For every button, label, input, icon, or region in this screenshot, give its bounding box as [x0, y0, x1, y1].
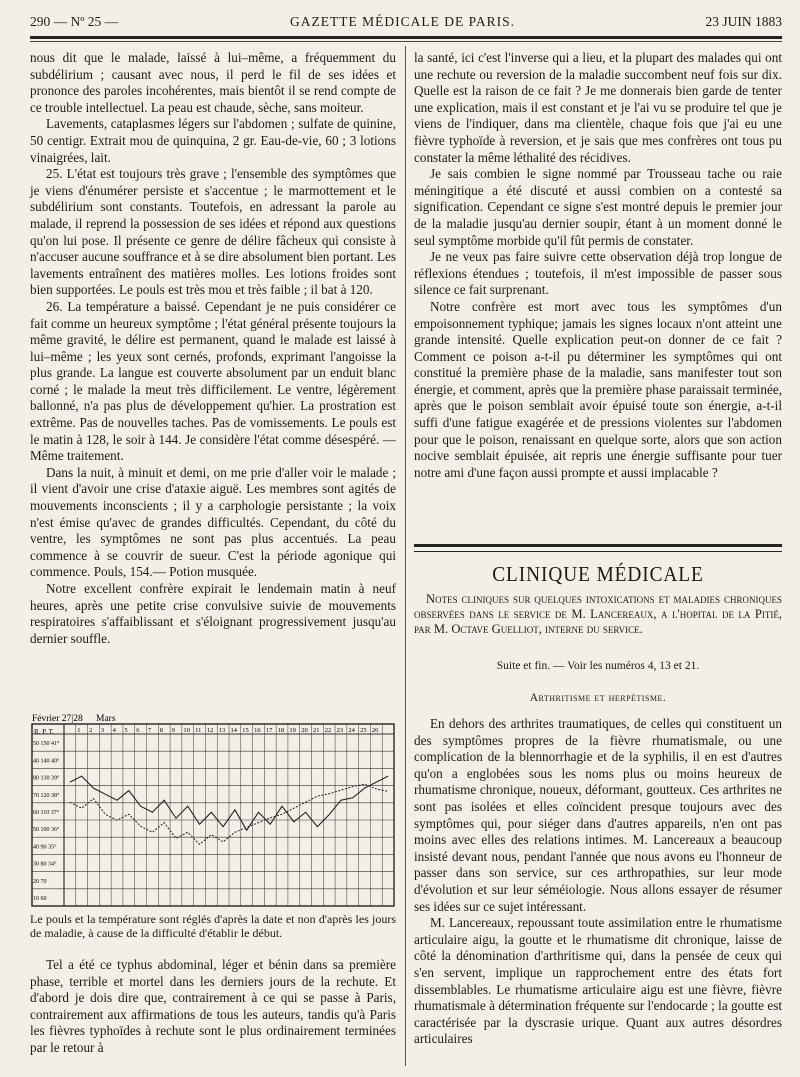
- continuation-note: Suite et fin. — Voir les numéros 4, 13 et 21.: [496, 660, 700, 672]
- chart-y-label: 30 80 34°: [33, 861, 57, 868]
- paragraph: Notre confrère est mort avec tous les symptômes d'un empoisonnement typhique; jamais les signes locaux n'ont atteint une grande intensité. Quelle explication peut-on donner de ce fait ? Comment ce poison a-t-il pu déterminer les symptômes qui ont constitué la première phase de la maladie, sans manifester tout son énergie, et comment, après que la première phase paraissait terminée, après que le poison semblait avoir épuisé toute son énergie, a-t-il suffi d'une fatigue exagérée et de pressions violentes sur l'abdomen pour que le poison, renaissant en quelque sorte, alors que son action nocive semblait épuisée, ait repris une énergie suffisante pour tuer notre ami d'une façon aussi prompte et aussi implacable ?: [414, 298, 782, 480]
- temperature-chart: [30, 712, 396, 908]
- chart-day-label: 26: [371, 727, 379, 734]
- page-number: 290 — Nº 25 —: [30, 14, 119, 29]
- section-title: CLINIQUE MÉDICALE: [492, 562, 704, 586]
- left-column-continued: [30, 957, 396, 1057]
- chart-day-label: 7: [148, 727, 152, 734]
- issue-date: 23 JUIN 1883: [705, 14, 782, 29]
- paragraph: 25. L'état est toujours très grave ; l'ensemble des symptômes que je viens d'énumérer persiste et s'accentue ; le marmottement et le subdélirium sont constants. Toutefois, en adressant la parole au malade, il reprend la possession de ses idées et répond aux questions qu'on lui pose. Il présente ce genre de délire fâcheux qui consiste à n'accuser aucune souffrance et à se dire absolument bien portant. Les lavements entraînent des matières molles. Les lotions froides sont bien supportées. Le pouls est très mou et très faible ; il bat à 120.: [30, 166, 396, 298]
- chart-day-label: 23: [336, 727, 344, 734]
- chart-y-label: 10 60: [33, 895, 47, 902]
- paragraph: Dans la nuit, à minuit et demi, on me prie d'aller voir le malade ; il vient d'avoir une crise d'ataxie aiguë. Les membres sont agités de mouvements inconscients ; il y a carphologie persistante ; la voix n'est émise qu'avec de grandes difficultés. Cependant, du côté du ventre, les symptômes ne sont pas plus accentués. La peau commence à se couvrir de sueur. C'est la période agonique qui commence. Pouls, 154.— Potion musquée.: [30, 464, 396, 580]
- chart-day-label: 18: [277, 727, 285, 734]
- journal-title: GAZETTE MÉDICALE DE PARIS.: [290, 14, 515, 29]
- column-divider: [405, 46, 406, 1066]
- chart-y-label: 20 70: [33, 878, 47, 885]
- chart-y-label: 60 110 37°: [33, 809, 60, 816]
- chart-y-labels: [33, 740, 60, 902]
- chart-day-label: 2: [89, 727, 93, 734]
- left-column: [30, 50, 396, 647]
- chart-day-label: 20: [301, 727, 308, 734]
- paragraph: M. Lancereaux, repoussant toute assimilation entre le rhumatisme articulaire aigu, la goutte et le rhumatisme dit chronique, laisse de côté la dénomination d'arthritisme qui, dans la pensée de ceux qui s'en servent, implique un rapprochement entre des états fort dissemblables. Le rhumatisme articulaire aigu est une fièvre, fièvre rhumatismale à détermination fréquente sur l'endocarde ; la goutte est caractérisée par la dyscrasie urique. Quant aux autres désordres articulaires: [414, 915, 782, 1047]
- chart-day-label: 15: [242, 727, 249, 734]
- chart-day-label: 5: [124, 727, 128, 734]
- header-rule: [30, 36, 782, 39]
- paragraph: la santé, ici c'est l'inverse qui a lieu, et la plupart des malades qui ont une rechute ou reversion de la maladie succombent neuf fois sur dix. Quelle est la raison de ce fait ? Je me donnerais bien garde de tenter une explication, mais il est constant et je l'ai vu se produire tel que je viens de l'indiquer, dans ma clientèle, chaque fois que j'ai eu une fièvre typhoïde à reversion, et je sais que mes confrères ont tous pu constater la même léthalité des récidives.: [414, 50, 782, 165]
- chart-day-label: 11: [195, 727, 202, 734]
- chart-day-label: 3: [100, 727, 105, 734]
- page-header: [30, 14, 782, 34]
- article-byline: [414, 592, 782, 637]
- chart-day-label: 8: [159, 727, 164, 734]
- paragraph: Je ne veux pas faire suivre cette observation déjà trop longue de réflexions étendues ; toutefois, il m'est impossible de passer sous silence ce fait surprenant.: [414, 249, 782, 298]
- right-column-continued: [414, 716, 782, 1048]
- chart-day-label: 19: [289, 727, 296, 734]
- paragraph: nous dit que le malade, laissé à lui–même, a fréquemment du subdélirium ; causant avec nous, il perd le fil de ses idées et prononce des paroles incohérentes, mais bientôt il se rend compte de ce trouble intellectuel. La peau est chaude, sèche, sans moiteur.: [30, 50, 396, 115]
- header-rule-thin: [30, 41, 782, 42]
- right-column: [414, 50, 782, 481]
- chart-day-label: 17: [265, 727, 273, 734]
- chart-day-label: 13: [218, 727, 226, 734]
- paragraph: Tel a été ce typhus abdominal, léger et bénin dans sa première phase, terrible et mortel dans les derniers jours de la rechute. Et d'abord je dois dire que, contrairement à ce qui se passe à Paris, contrairement aux affirmations de tous les auteurs, tandis qu'à Paris les fièvres typhoïdes à rechute sont le plus ordinairement terminées par le retour à: [30, 957, 396, 1055]
- chart-caption: Le pouls et la température sont réglés d'après la date et non d'après les jours de maladie, à cause de la difficulté d'établir le début.: [30, 912, 396, 940]
- chart-day-label: 12: [206, 727, 214, 734]
- chart-day-label: 21: [313, 727, 320, 734]
- chart-day-label: 16: [254, 727, 261, 734]
- chart-y-label: 70 120 38°: [33, 792, 60, 799]
- paragraph: Notre excellent confrère expirait le lendemain matin à neuf heures, après une petite crise convulsive suivie de mouvements respiratoires s'affaiblissant et s'éloignant progressivement jusqu'au dernier souffle.: [30, 581, 396, 646]
- chart-y-label: 50 150 41°: [33, 741, 60, 748]
- chart-day-label: 1: [77, 727, 81, 734]
- chart-month-mar: Mars: [96, 714, 116, 724]
- article-notes: Notes cliniques sur quelques intoxications et maladies chroniques observées dans le service de M. Lancereaux, a l'hopital de la Pitié, par M. Octave Guelliot, interne du service.: [414, 592, 782, 636]
- chart-y-label: 40 140 40°: [33, 758, 60, 765]
- section-divider: [414, 544, 782, 552]
- chart-day-label: 4: [112, 727, 116, 734]
- chart-day-label: 22: [324, 727, 332, 734]
- paragraph: 26. La température a baissé. Cependant je ne puis considérer ce fait comme un heureux symptôme ; l'état général présente toujours la même gravité, le délire est permanent, quand le malade est laissé à lui–même ; les yeux sont cernés, profonds, exprimant l'angoisse la plus grande. La langue est couverte absolument par un enduit blanc corné ; le malade la meut très difficilement. Le ventre, légèrement ballonné, n'a pas plus de développement qu'hier. La prostration est extrême. Pas de nouvelles taches. Pas de vomissements. Le pouls est le matin à 128, le soir à 144. Je considère l'état comme désespéré. — Même traitement.: [30, 298, 396, 464]
- chart-day-label: 14: [230, 727, 237, 734]
- paragraph: Lavements, cataplasmes légers sur l'abdomen ; sulfate de quinine, 50 centigr. Extrait mou de quinquina, 2 gr. Eau-de-vie, 60 ; 3 lotions vinaigrées, lait.: [30, 116, 396, 165]
- chart-day-label: 24: [348, 727, 355, 734]
- chart-day-label: 6: [136, 727, 140, 734]
- chart-y-label: 40 90 35°: [33, 844, 57, 851]
- chart-corner-label: R. P. T.: [34, 728, 55, 736]
- paragraph: En dehors des arthrites traumatiques, de celles qui constituent un des symptômes propres de la fièvre rhumatismale, ou une complication de la blennorrhagie et de la syphilis, il en est d'autres qu'on a englobées sous les noms plus ou moins heureux de rhumatisme chronique, noueux, déformant, goutteux. Ces arthrites ne sont pas isolées et elles coïncident presque toujours avec des symptômes qui, pour siéger dans d'autres appareils, n'en ont pas moins avec elles des relations intimes. M. Lancereaux a beaucoup insisté devant nous, pendant l'année que nous avons eu l'honneur de passer dans son service, sur ces arthropathies, sur leur mode d'évolution et sur leur séméiologie. Nous allons essayer de résumer ses idées sur ce sujet intéressant.: [414, 716, 782, 914]
- chart-day-label: 9: [171, 727, 175, 734]
- article-subheading: Arthritisme et herpétisme.: [529, 692, 667, 704]
- chart-y-label: 80 130 39°: [33, 775, 60, 782]
- chart-day-labels: [77, 727, 379, 734]
- chart-day-label: 10: [183, 727, 190, 734]
- chart-day-label: 25: [360, 727, 367, 734]
- chart-y-label: 50 100 36°: [33, 827, 60, 834]
- paragraph: Je sais combien le signe nommé par Trousseau tache ou raie méningitique a été discuté et aussi combien on a contesté sa signification. Cependant ce signe s'est montré depuis le premier jour de la maladie jusqu'au dernier soupir, étant à un moment donné le seul symptôme morbide qu'il fût permis de constater.: [414, 166, 782, 248]
- chart-month-feb: Février 27|28: [32, 714, 83, 724]
